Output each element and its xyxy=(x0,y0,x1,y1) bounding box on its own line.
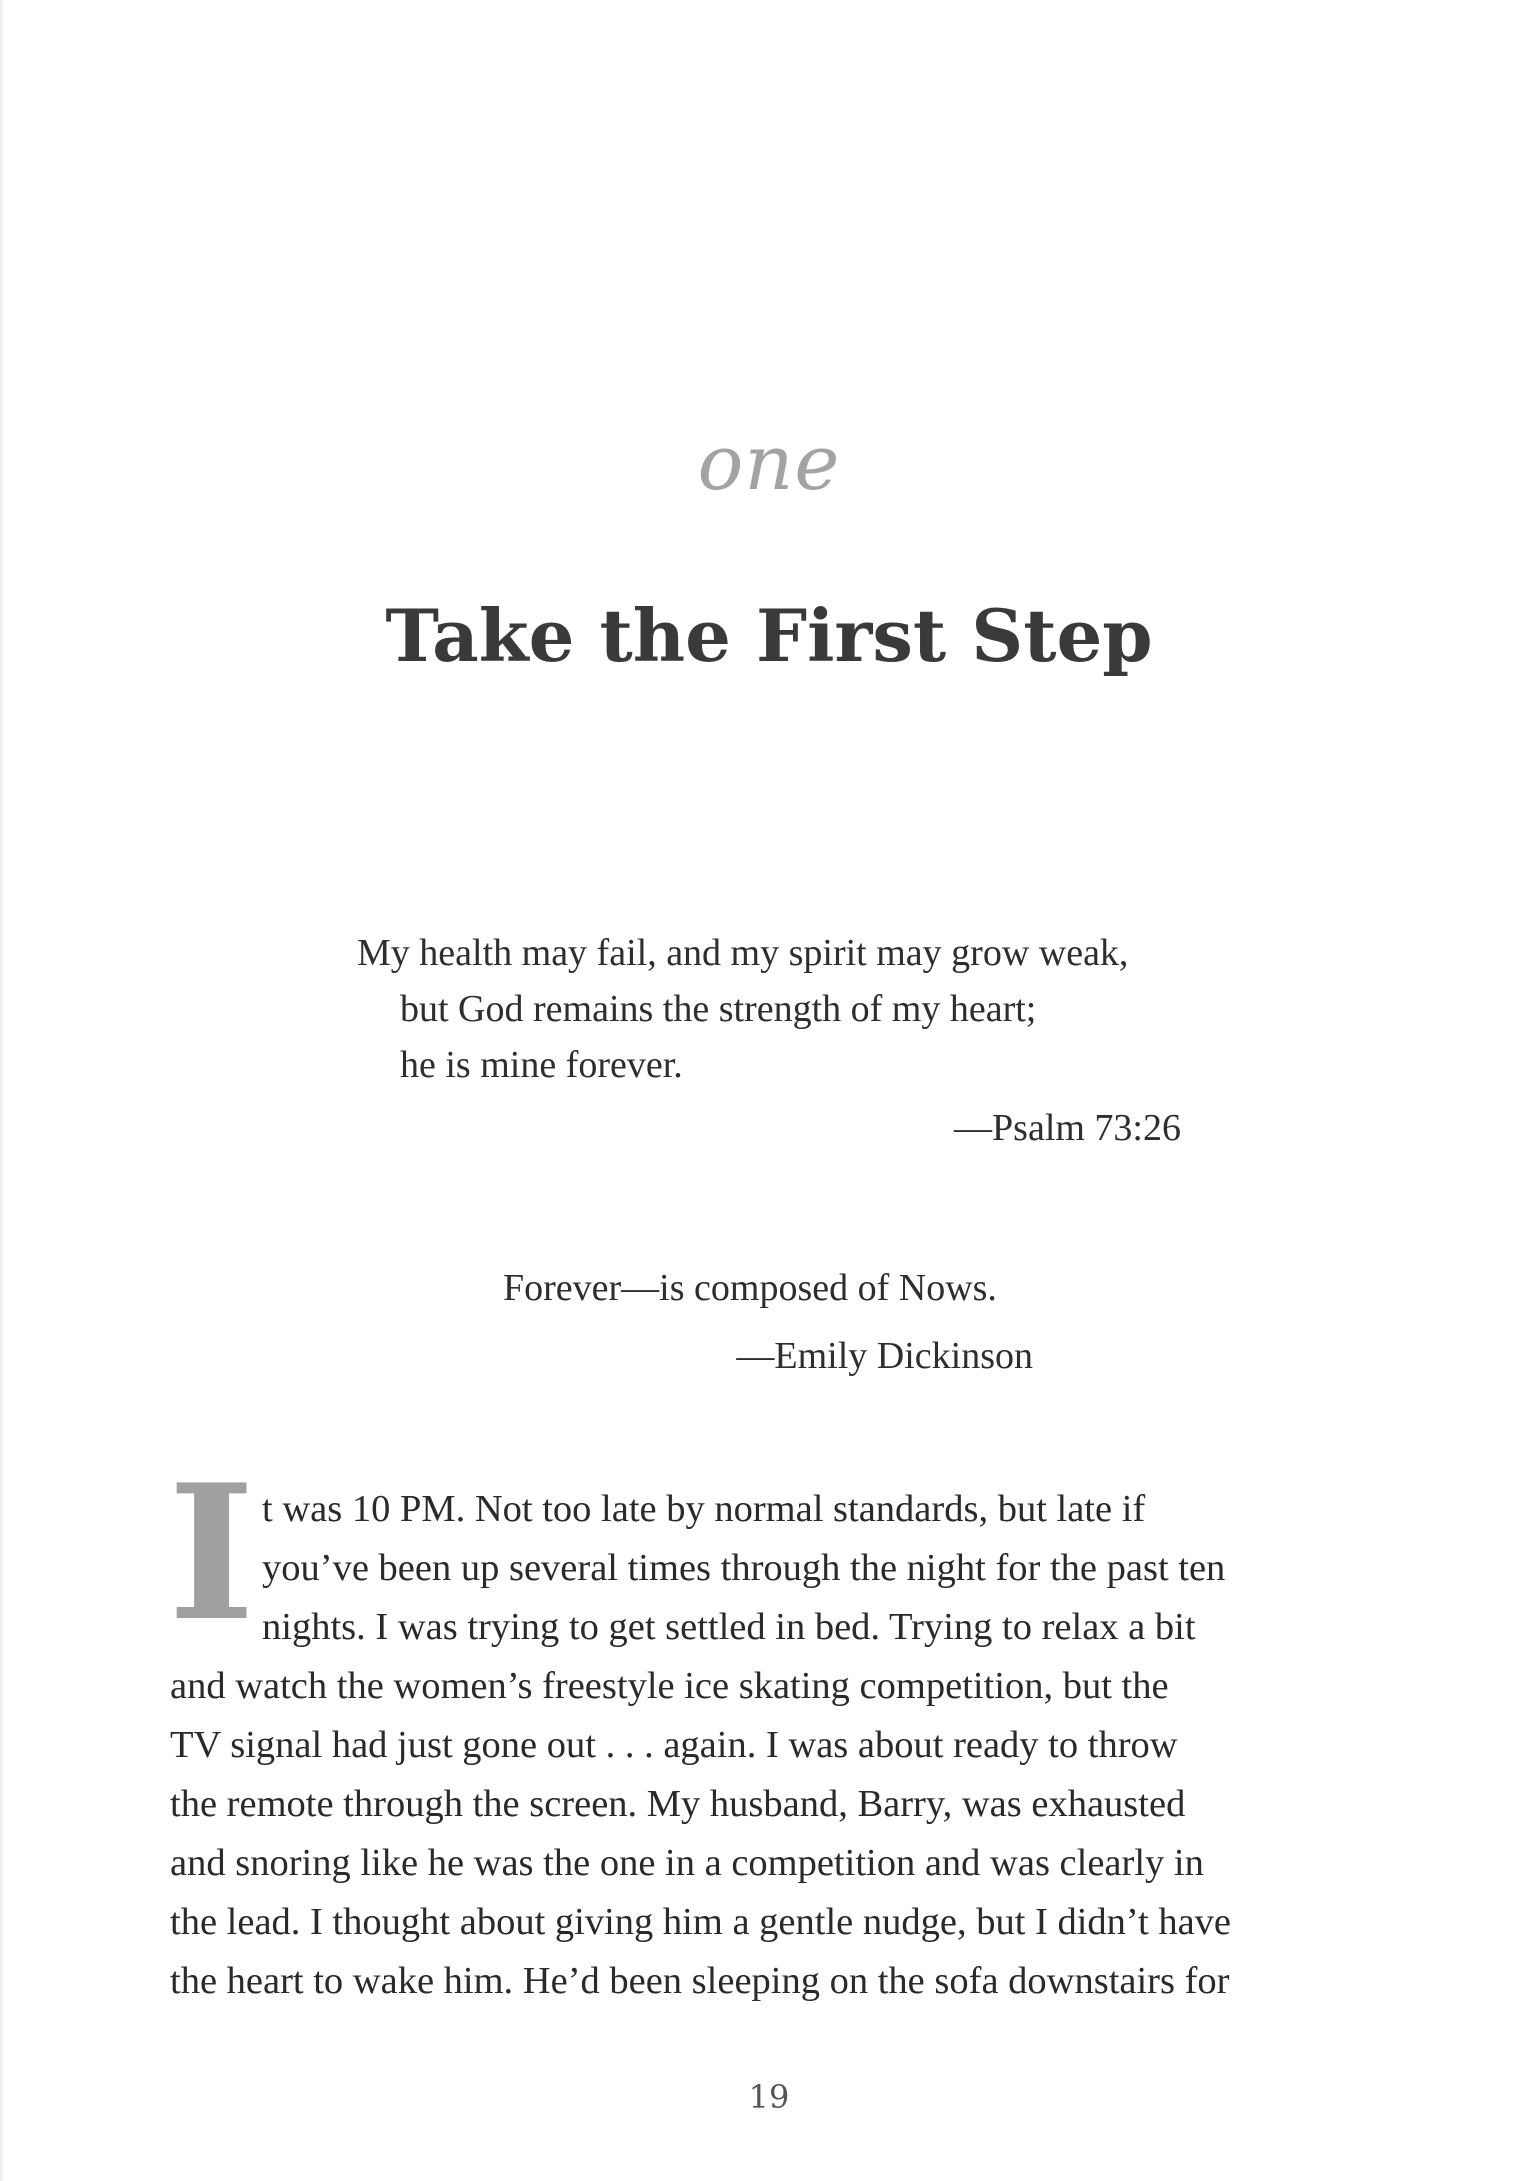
body-line-6: the remote through the screen. My husband, Barry, was exhausted xyxy=(170,1783,1186,1825)
body-line-3: nights. I was trying to get settled in bed. Trying to relax a bit xyxy=(262,1606,1196,1648)
body-line-8: the lead. I thought about giving him a gentle nudge, but I didn’t have xyxy=(170,1901,1232,1943)
body-line-2: you’ve been up several times through the night for the past ten xyxy=(262,1547,1226,1589)
page-number: 19 xyxy=(748,2078,790,2116)
epigraph-dickinson-attribution: —Emily Dickinson xyxy=(736,1335,1033,1377)
body-line-7: and snoring like he was the one in a competition and was clearly in xyxy=(170,1842,1204,1884)
epigraph-dickinson-line-1: Forever—is composed of Nows. xyxy=(503,1267,997,1309)
chapter-number-word: one xyxy=(697,418,841,507)
body-line-9: the heart to wake him. He’d been sleeping on the sofa downstairs for xyxy=(170,1960,1230,2002)
page-edge-shadow xyxy=(0,0,4,2181)
body-line-4: and watch the women’s freestyle ice skating competition, but the xyxy=(170,1665,1169,1707)
epigraph-psalm-line-3: he is mine forever. xyxy=(400,1044,683,1086)
epigraph-psalm-line-2: but God remains the strength of my heart; xyxy=(400,988,1037,1030)
body-line-1: t was 10 PM. Not too late by normal standards, but late if xyxy=(262,1488,1146,1530)
body-line-5: TV signal had just gone out . . . again. I was about ready to throw xyxy=(170,1724,1178,1766)
drop-cap-letter: I xyxy=(168,1443,256,1662)
epigraph-psalm-line-1: My health may fail, and my spirit may grow weak, xyxy=(357,932,1129,974)
epigraph-psalm-attribution: —Psalm 73:26 xyxy=(954,1107,1181,1149)
chapter-title: Take the First Step xyxy=(385,593,1153,678)
